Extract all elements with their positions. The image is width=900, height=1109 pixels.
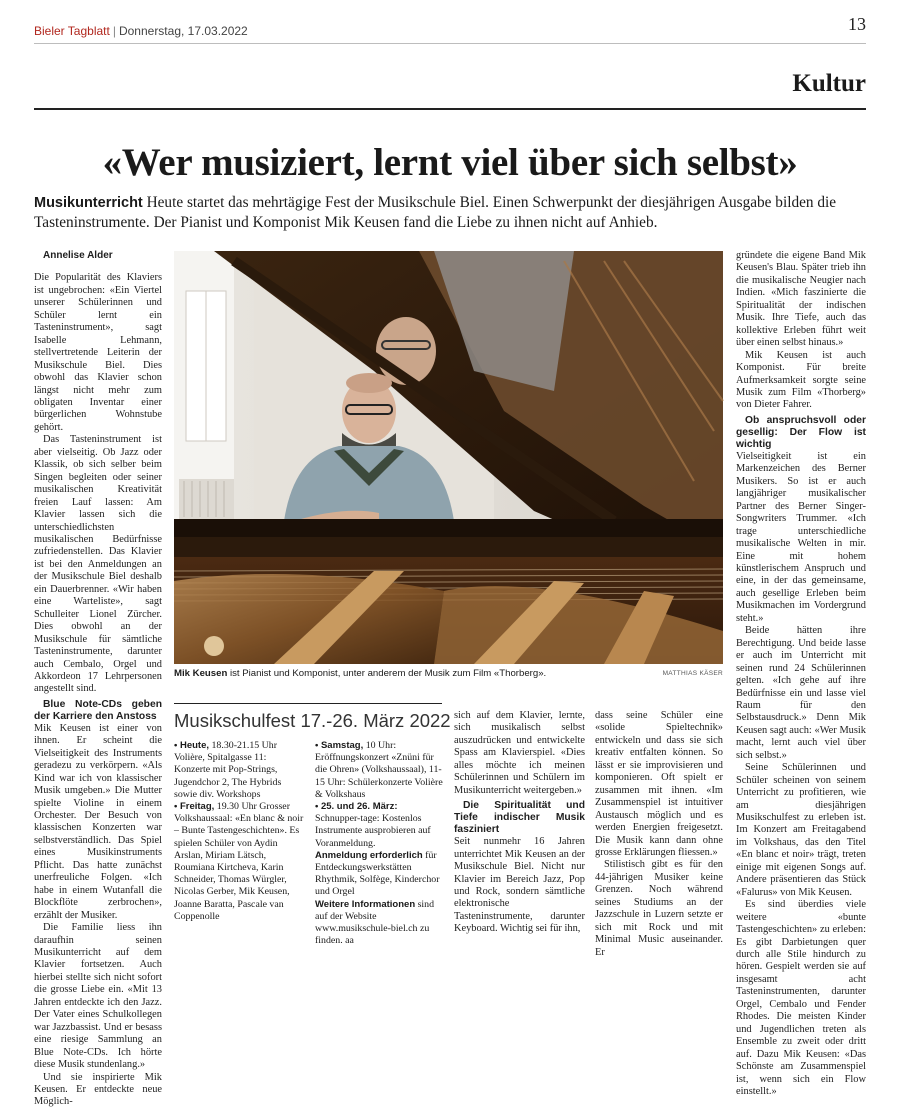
article-photo [174, 251, 723, 664]
piano-portrait-image [174, 251, 723, 664]
lead-paragraph [34, 193, 866, 232]
paragraph: Mik Keusen ist einer von ihnen. Er scheint die Vielseitigkeit des Instruments geradezu zu verkörpern. «Als Kind war ich von klassischer Musik umgeben.» Die Mutter spielte Violine in einem Orchester. Der Besuch von klassischen Konzerten war selbstverständlich. Das Spiel eines Musikinstruments Pflicht. Das hatte zunächst unerfreuliche Folgen. «Ich habe in einem Wutanfall die Blockflöte zerbrochen», erzählt der Musiker. [34, 722, 162, 921]
paragraph: dass seine Schüler eine «solide Spieltechnik» entwickeln und dass sie sich kreativ entfalten können. So lässt er sie improvisieren und komponieren. Oft spielt er zusammen mit ihnen. «Im Zusammenspiel ist intuitiver Austausch möglich und es werden Energien freigesetzt. Die Musik kann dann ohne grosse Erklärungen fliessen.» [595, 710, 723, 858]
paragraph: Seit nunmehr 16 Jahren unterrichtet Mik Keusen an der Musikschule Biel. Nicht nur Klavier im Bereich Jazz, Pop und Rock, sondern sämtliche elektronische Tasteninstrumente, darunter Keyboard. Wichtig sei für ihn, [454, 836, 585, 935]
caption-text: ist Pianist und Komponist, unter anderem der Musik zum Film «Thorberg». [227, 668, 547, 679]
paragraph: Und sie inspirierte Mik Keusen. Er entdeckte neue Möglich- [34, 1071, 162, 1108]
factbox-entry: Weitere Informationen sind auf der Website www.musikschule-biel.ch zu finden. aa [315, 898, 435, 947]
paragraph: Die Popularität des Klaviers ist ungebrochen: «Ein Viertel unserer Schülerinnen und Schüler lernt ein Tasteninstrument», sagt Isabelle Lehmann, stellvertretende Leiterin der Musikschule Biel. Dies obwohl das Klavier schon längst nicht mehr zum obligaten Inventar einer bürgerlichen Wohnstube gehört. [34, 272, 162, 433]
factbox-entry: Anmeldung erforderlich für Entdeckungswerkstätten Rhythmik, Solfège, Kinderchor und Orgel [315, 849, 440, 898]
article-column-3 [454, 710, 585, 936]
photo-credit: MATTHIAS KÄSER [662, 670, 723, 677]
factbox-title: Musikschulfest 17.-26. März 2022 [174, 710, 451, 731]
paragraph: Stilistisch gibt es für den 44-jährigen Musiker keine Grenzen. Noch während seines Studiums an der Jazzschule in Luzern setzte er sich mit Rock und mit Minimal Music auseinander. Er [595, 859, 723, 958]
paragraph: Vielseitigkeit ist ein Markenzeichen des Berner Musikers. So ist er auch langjähriger musikalischer Partner des Berner Singer-Songwriters Trummer. «Ich trage unterschiedliche musikalische Welten in mir. Eine mit hohem künstlerischem Anspruch und eine, in der das gemeinsame, auch gesellige Erleben beim Musikmachen im Vordergrund steht.» [736, 450, 866, 624]
lead-kicker: Musikunterricht [34, 195, 143, 211]
author: Annelise Alder [43, 250, 113, 261]
article-column-1 [34, 250, 162, 1109]
section-rule [34, 108, 866, 110]
paragraph: sich auf dem Klavier, lernte, sich musikalisch selbst auszudrücken und entwickelte Spass am Klavierspiel. «Dies alles möchte ich meinen Schülerinnen und Schülern im Musikunterricht weitergeben.» [454, 710, 585, 796]
subheading: Blue Note-CDs geben der Karriere den Anstoss [34, 698, 162, 722]
factbox-column-left [174, 740, 304, 923]
factbox-entry: • Freitag, 19.30 Uhr Grosser Volkshaussaal: «En blanc & noir – Bunte Tastengeschichten». Es spielen Schüler von Aydin Arslan, Miriam Lätsch, Roumiana Kirtcheva, Karin Schneider, Thomas Würgler, Nicolas Gerber, Mik Keusen, Joanne Baratta, Pascale van Coppenolle [174, 801, 304, 922]
page-number: 13 [848, 14, 866, 34]
paragraph: Mik Keusen ist auch Komponist. Für breite Aufmerksamkeit sorgte seine Musik zum Film «Thorberg» von Dieter Fahrer. [736, 349, 866, 411]
factbox-entry: • Heute, 18.30-21.15 Uhr Volière, Spitalgasse 11: Konzerte mit Pop-Strings, Jugendchor 2, The Hybrids sowie div. Workshops [174, 740, 282, 800]
factbox-entry: • 25. und 26. März: Schnupper-tage: Kostenlos Instrumente ausprobieren auf Voranmeldung. [315, 801, 431, 849]
paragraph: gründete die eigene Band Mik Keusen's Blau. Später trieb ihn die musikalische Neugier nach Indien. «Mich faszinierte die Spiritualität der indischen Musik. Ihre Tiefe, auch das kollektive Erleben führt weit über einen selbst hinaus.» [736, 250, 866, 349]
section-title: Kultur [792, 70, 866, 97]
article-column-4 [595, 710, 723, 959]
factbox-entry: • Samstag, 10 Uhr: Eröffnungskonzert «Znüni für die Ohren» (Volkshaussaal), 11-15 Uhr: Schülerkonzerte Volière & Volkshaus [315, 740, 443, 800]
paragraph: Beide hätten ihre Berechtigung. Und beide lasse er auch im Unterricht mit seinen rund 24 Schülerinnen gelten. «Ich gehe auf ihre Bedürfnisse ein und lasse viel Raum für den Selbstausdruck.» Denn Mik Keusen sagt auch: «Wer Musik macht, lernt auch viel über sich selbst.» [736, 625, 866, 761]
paragraph: Das Tasteninstrument ist aber vielseitig. Ob Jazz oder Klassik, ob sich selber beim Singen begleiten oder seiner musikalischen Kreativität freien Lauf lassen: Am Klavier lassen sich die unterschiedlichsten musikalischen Bedürfnisse zufriedenstellen. Das Klavier ist bei den Anmeldungen an der Musikschule Biel deshalb ein Dauerbrenner. «Wir haben eine Warteliste», sagt Schulleiter Lionel Zürcher. Dies obwohl an der Musikschule für sämtliche Tasteninstrumente, darunter auch Cembalo, Orgel und Akkordeon 17 Lehrpersonen angestellt sind. [34, 434, 162, 695]
paragraph: Es sind überdies viele weitere «bunte Tastengeschichten» zu erleben: Es gibt Darbietungen quer durch alle Stile hindurch zu hören. Gespielt werden sie auf insgesamt acht Tasteninstrumenten, darunter Orgel, Cembalo und Fender Rhodes. Die meisten Kinder und Jugendlichen treten als Ensemble zu zweit oder dritt auf. Dazu Mik Keusen: «Das Schönste am Zusammenspiel ist, wenn sich ein Flow einstellt.» [736, 899, 866, 1097]
subheading: Ob anspruchsvoll oder gesellig: Der Flow ist wichtig [736, 414, 866, 450]
event-factbox [174, 703, 451, 947]
page-header [34, 14, 866, 44]
article-column-5 [736, 250, 866, 1098]
paragraph: Die Familie liess ihn daraufhin seinen Musikunterricht auf dem Klavier fortsetzen. Auch hierbei stellte sich nicht sofort die grosse Liebe ein. «Mit 13 Jahren entdeckte ich den Jazz. Der Vater eines Schulkollegen war Jazzbassist. Und er besass eine riesige Sammlung an Blue Note-CDs. Ich hörte diese Musik stundenlang.» [34, 922, 162, 1071]
caption-name: Mik Keusen [174, 668, 228, 679]
subheading: Die Spiritualität und Tiefe indischer Musik fasziniert [454, 800, 585, 836]
issue-date: Donnerstag, 17.03.2022 [118, 24, 248, 38]
photo-caption [174, 668, 723, 679]
paragraph: Seine Schülerinnen und Schüler scheinen von seinem Unterricht zu profitieren, wie am diesjährigen Musikschulfest zu erleben ist. Im Konzert am Freitagabend im Volkshaus, das den Titel «En blanc et noir» trägt, treten einige mit eigenen Songs auf. Andere präsentieren das Stück «Falurus» von Mik Keusen. [736, 762, 866, 898]
masthead [34, 24, 248, 38]
lead-text: Heute startet das mehrtägige Fest der Musikschule Biel. Einen Schwerpunkt der diesjährigen Ausgabe bilden die Tasteninstrumente. Der Pianist und Komponist Mik Keusen fand die Liebe zu ihnen nicht auf Anhieb. [34, 194, 837, 231]
brand-name[interactable]: Bieler Tagblatt [34, 24, 110, 38]
factbox-column-right [315, 740, 445, 947]
header-separator: | [112, 24, 116, 38]
headline: «Wer musiziert, lernt viel über sich selbst» [102, 141, 798, 184]
